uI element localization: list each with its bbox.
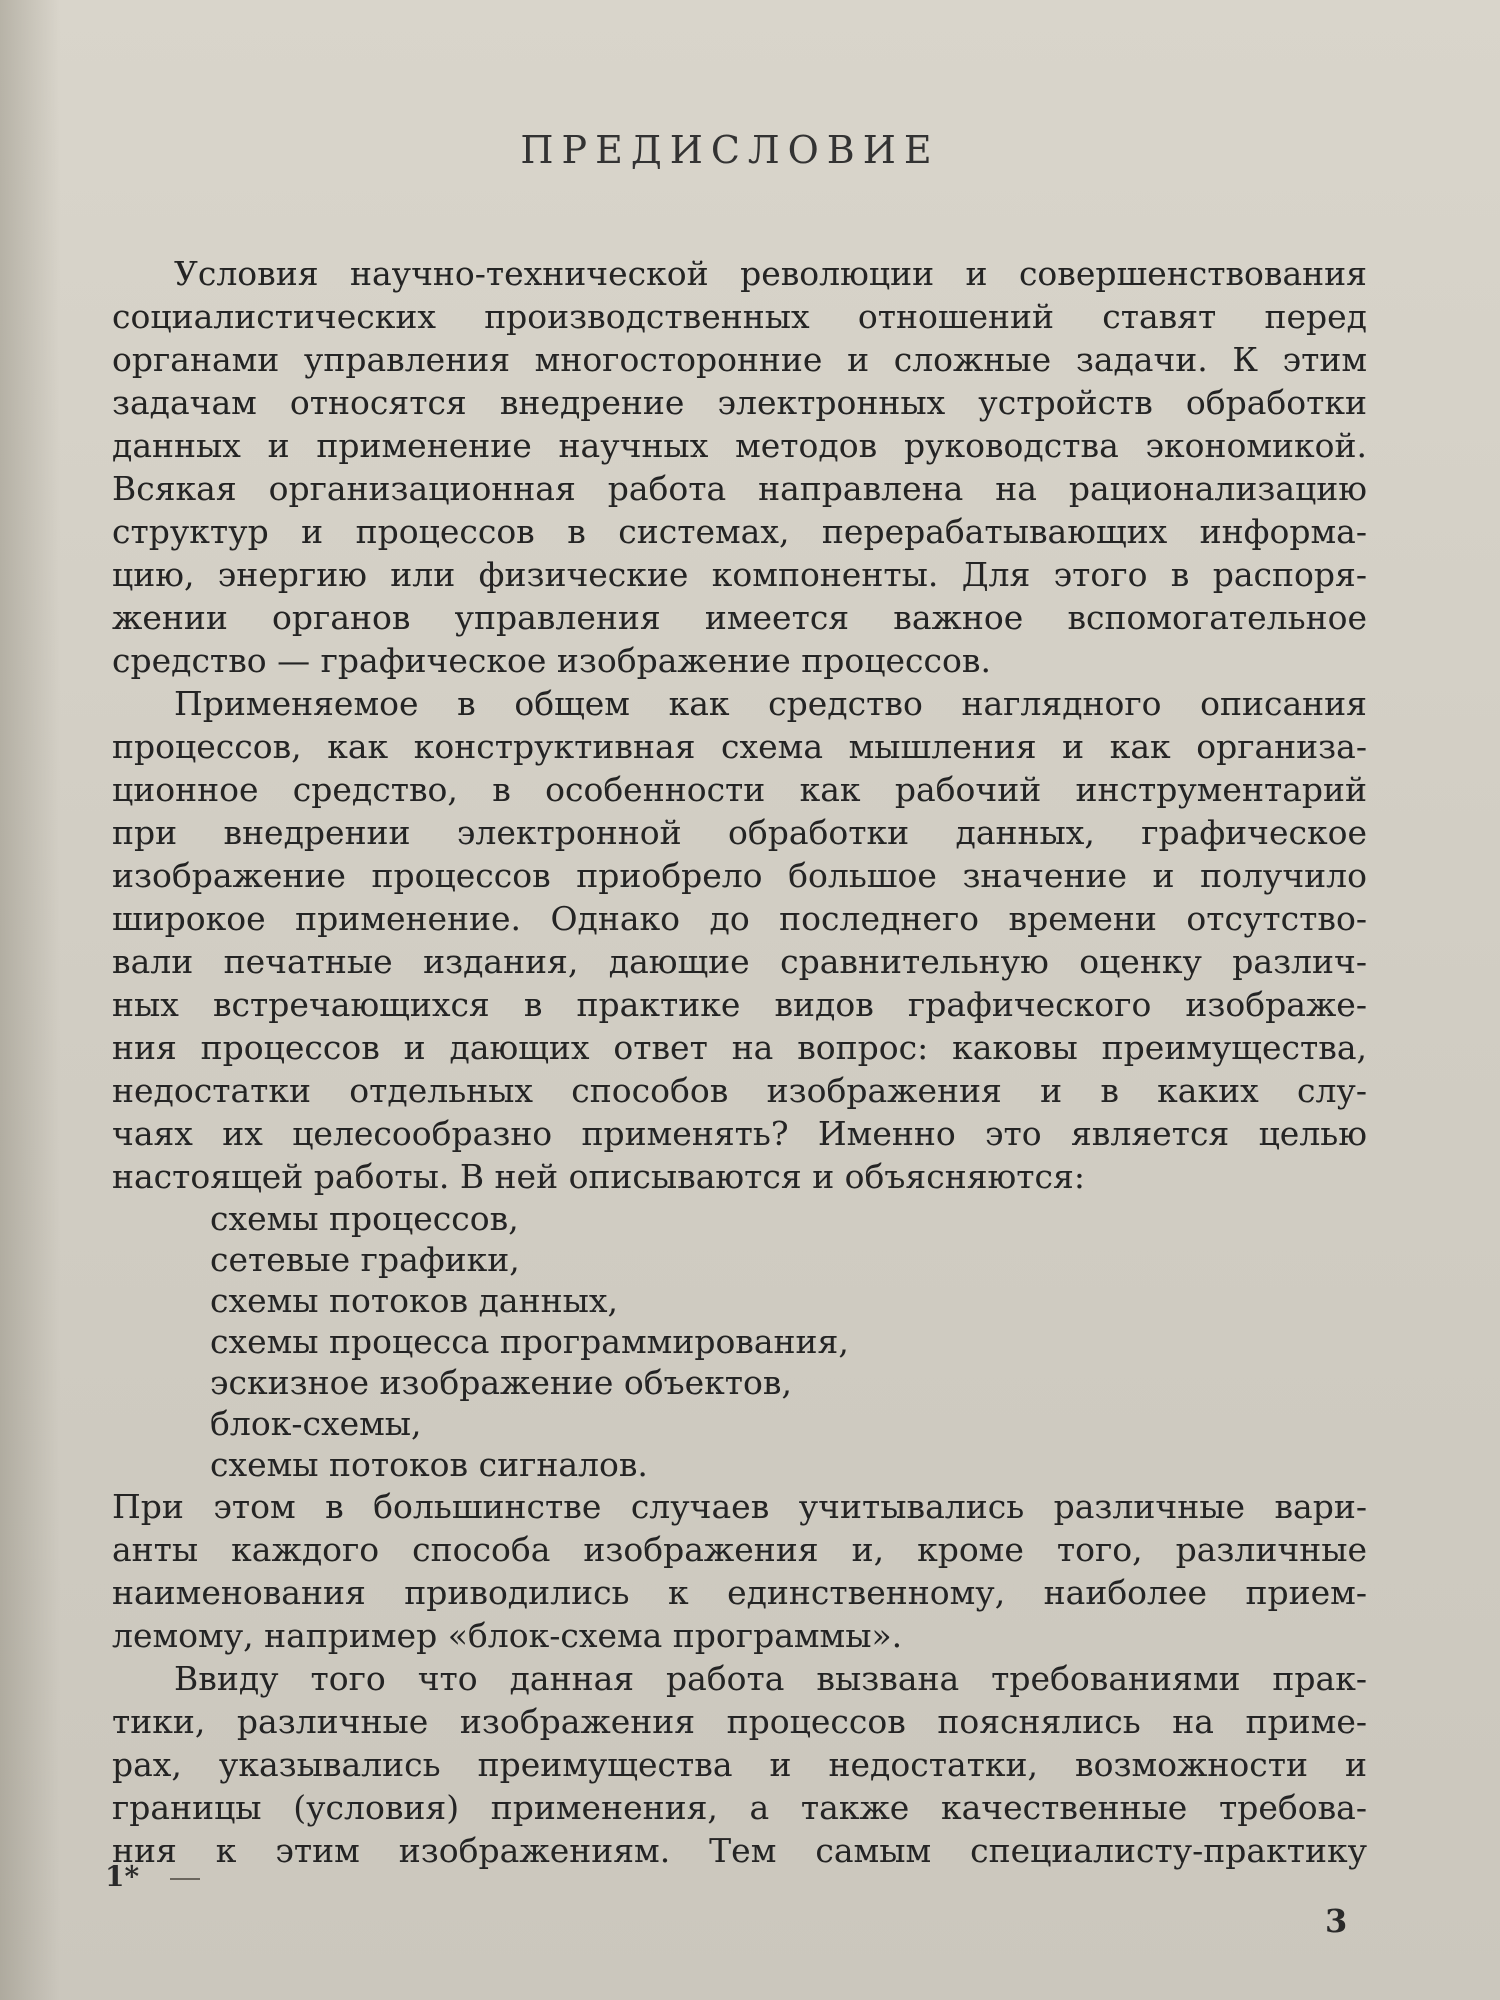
list-item: схемы процесса программирования, (210, 1322, 849, 1361)
paragraph-2 (112, 682, 1367, 1198)
text-line: процессов, как конструктивная схема мышления и как организа- (112, 727, 1367, 766)
signature-mark: 1* (105, 1860, 140, 1893)
text-line: тики, различные изображения процессов пояснялись на приме- (112, 1702, 1367, 1741)
text-line: границы (условия) применения, а также качественные требова- (112, 1788, 1367, 1827)
text-line: Ввиду того что данная работа вызвана требованиями прак- (174, 1659, 1367, 1698)
body-text (112, 252, 1367, 1872)
signature-rule (170, 1878, 200, 1880)
text-line: Всякая организационная работа направлена на рационализацию (112, 469, 1367, 508)
list-item: схемы потоков сигналов. (210, 1445, 648, 1484)
text-line: задачам относятся внедрение электронных устройств обработки (112, 383, 1367, 422)
paragraph-1 (112, 252, 1367, 682)
text-line: изображение процессов приобрело большое значение и получило (112, 856, 1367, 895)
text-line: чаях их целесообразно применять? Именно это является целью (112, 1114, 1367, 1153)
list-item: эскизное изображение объектов, (210, 1363, 792, 1402)
text-line: структур и процессов в системах, перерабатывающих информа- (112, 512, 1367, 551)
text-line: настоящей работы. В ней описываются и объясняются: (112, 1157, 1085, 1196)
text-line: лемому, например «блок-схема программы». (112, 1616, 903, 1655)
list-item: схемы потоков данных, (210, 1281, 618, 1320)
page-number: 3 (1325, 1902, 1348, 1940)
paragraph-3 (112, 1485, 1367, 1657)
text-line: вали печатные издания, дающие сравнительную оценку различ- (112, 942, 1367, 981)
text-line: рах, указывались преимущества и недостатки, возможности и (112, 1745, 1367, 1784)
text-line: ния процессов и дающих ответ на вопрос: каковы преимущества, (112, 1028, 1367, 1067)
text-line: жении органов управления имеется важное вспомогательное (112, 598, 1367, 637)
text-line: органами управления многосторонние и сложные задачи. К этим (112, 340, 1367, 379)
list-item: блок-схемы, (210, 1404, 422, 1443)
text-line: широкое применение. Однако до последнего времени отсутство- (112, 899, 1367, 938)
text-line: при внедрении электронной обработки данных, графическое (112, 813, 1367, 852)
paragraph-4 (112, 1657, 1367, 1872)
text-line: недостатки отдельных способов изображения и в каких слу- (112, 1071, 1367, 1110)
text-line: Применяемое в общем как средство наглядного описания (174, 684, 1367, 723)
text-line: данных и применение научных методов руководства экономикой. (112, 426, 1367, 465)
text-line: анты каждого способа изображения и, кроме того, различные (112, 1530, 1367, 1569)
topics-list (112, 1198, 1367, 1485)
text-line: ния к этим изображениям. Тем самым специалисту-практику (112, 1831, 1367, 1870)
page-title: ПРЕДИСЛОВИЕ (520, 128, 940, 172)
text-line: ционное средство, в особенности как рабочий инструментарий (112, 770, 1367, 809)
text-line: Условия научно-технической революции и совершенствования (174, 254, 1367, 293)
text-line: социалистических производственных отношений ставят перед (112, 297, 1367, 336)
text-line: средство — графическое изображение процессов. (112, 641, 991, 680)
list-item: схемы процессов, (210, 1199, 519, 1238)
text-line: ных встречающихся в практике видов графического изображе- (112, 985, 1367, 1024)
text-line: При этом в большинстве случаев учитывались различные вари- (112, 1487, 1367, 1526)
text-line: наименования приводились к единственному, наиболее прием- (112, 1573, 1367, 1612)
text-line: цию, энергию или физические компоненты. Для этого в распоря- (112, 555, 1367, 594)
list-item: сетевые графики, (210, 1240, 520, 1279)
